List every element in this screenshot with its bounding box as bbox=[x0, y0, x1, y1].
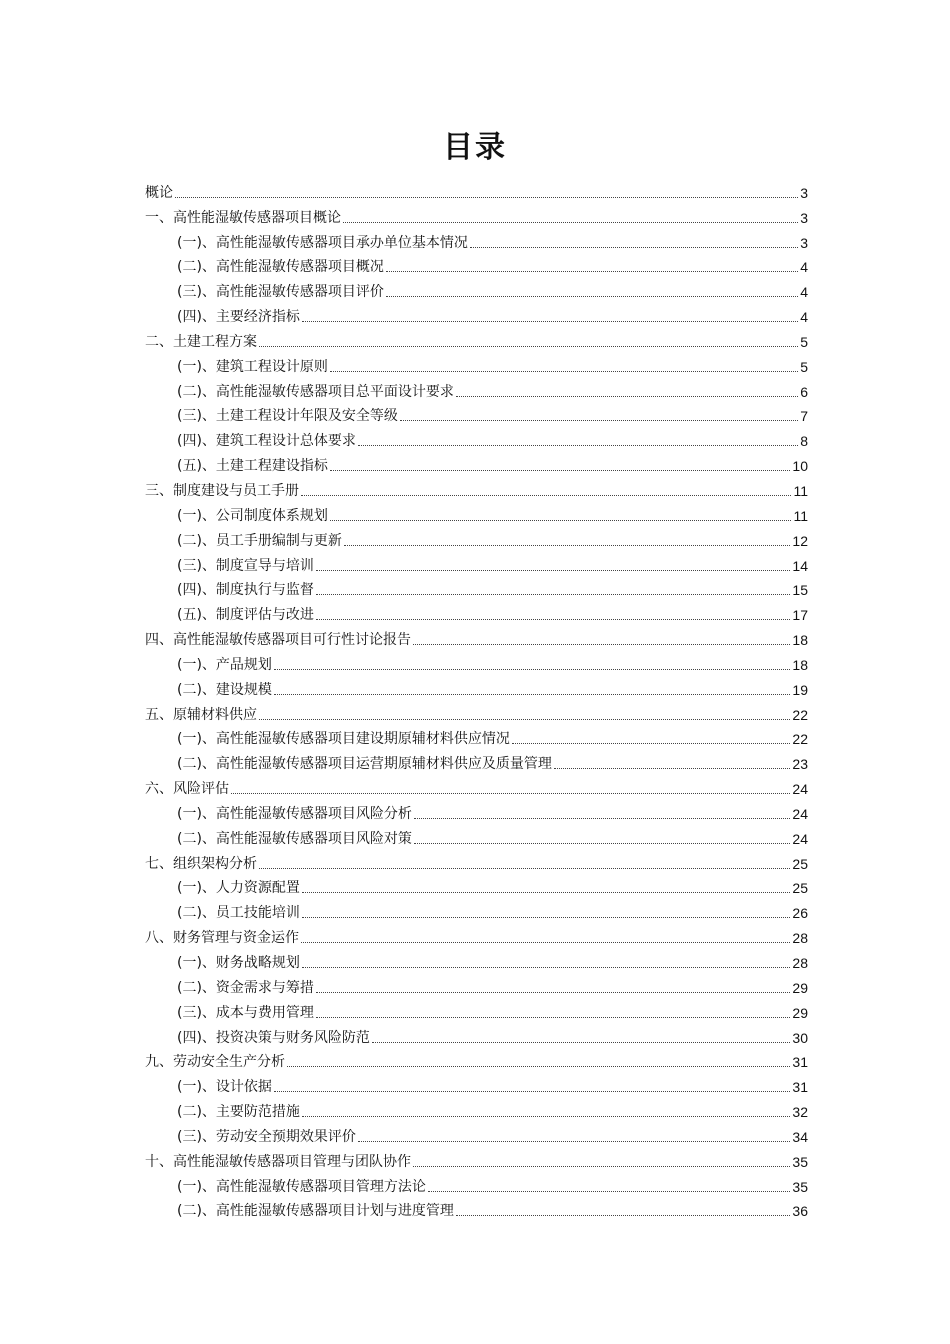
toc-section-entry[interactable] bbox=[145, 599, 808, 624]
toc-entry-title: (三)、高性能湿敏传感器项目评价 bbox=[177, 284, 384, 301]
toc-page-number: 3 bbox=[800, 184, 808, 201]
toc-dot-leader bbox=[274, 694, 790, 695]
toc-dot-leader bbox=[316, 992, 790, 993]
toc-page-number: 29 bbox=[792, 1004, 808, 1021]
toc-section-entry[interactable] bbox=[145, 997, 808, 1022]
toc-page-number: 31 bbox=[792, 1054, 808, 1071]
toc-section-entry[interactable] bbox=[145, 724, 808, 749]
toc-entry-title: (二)、高性能湿敏传感器项目概况 bbox=[177, 259, 384, 276]
toc-page-number: 18 bbox=[792, 656, 808, 673]
toc-entry-title: 一、高性能湿敏传感器项目概论 bbox=[145, 209, 341, 226]
toc-page-number: 11 bbox=[793, 507, 808, 524]
toc-dot-leader bbox=[259, 719, 790, 720]
toc-title: 目录 bbox=[443, 130, 507, 165]
toc-page-number: 28 bbox=[792, 955, 808, 971]
toc-dot-leader bbox=[413, 1166, 790, 1167]
toc-chapter-entry[interactable] bbox=[145, 848, 808, 873]
toc-page-number: 11 bbox=[793, 482, 808, 499]
toc-page-number: 25 bbox=[792, 855, 808, 872]
toc-entry-title: 七、组织架构分析 bbox=[145, 855, 257, 872]
toc-entry-title: (一)、人力资源配置 bbox=[177, 880, 300, 897]
toc-page-number: 35 bbox=[792, 1153, 808, 1170]
toc-entry-title: (一)、产品规划 bbox=[177, 656, 272, 673]
toc-dot-leader bbox=[274, 1091, 790, 1092]
toc-page-number: 4 bbox=[800, 309, 808, 326]
toc-section-entry[interactable] bbox=[145, 1096, 808, 1121]
toc-page-number: 19 bbox=[792, 681, 808, 698]
toc-chapter-entry[interactable] bbox=[145, 922, 808, 947]
toc-section-entry[interactable] bbox=[145, 1171, 808, 1196]
toc-entry-title: (四)、主要经济指标 bbox=[177, 309, 300, 326]
toc-entry-title: (五)、制度评估与改进 bbox=[177, 607, 314, 624]
toc-page-number: 24 bbox=[792, 830, 808, 847]
toc-section-entry[interactable] bbox=[145, 798, 808, 823]
toc-page-number: 23 bbox=[792, 756, 808, 773]
toc-dot-leader bbox=[301, 942, 790, 943]
toc-page-number: 4 bbox=[800, 259, 808, 276]
toc-dot-leader bbox=[301, 495, 791, 496]
toc-entry-title: (四)、建筑工程设计总体要求 bbox=[177, 433, 356, 450]
toc-chapter-entry[interactable] bbox=[145, 624, 808, 649]
toc-section-entry[interactable] bbox=[145, 873, 808, 898]
toc-dot-leader bbox=[456, 396, 798, 397]
toc-entry-title: (一)、高性能湿敏传感器项目承办单位基本情况 bbox=[177, 234, 468, 251]
toc-dot-leader bbox=[400, 420, 798, 421]
toc-entry-title: 五、原辅材料供应 bbox=[145, 706, 257, 723]
toc-section-entry[interactable] bbox=[145, 748, 808, 773]
toc-dot-leader bbox=[386, 296, 798, 297]
toc-section-entry[interactable] bbox=[145, 227, 808, 252]
toc-dot-leader bbox=[287, 1066, 790, 1067]
toc-section-entry[interactable] bbox=[145, 1071, 808, 1096]
toc-dot-leader bbox=[344, 545, 790, 546]
toc-dot-leader bbox=[302, 321, 798, 322]
toc-section-entry[interactable] bbox=[145, 252, 808, 277]
toc-entry-title: (二)、建设规模 bbox=[177, 681, 272, 698]
toc-dot-leader bbox=[358, 1141, 790, 1142]
toc-page-number: 34 bbox=[792, 1128, 808, 1145]
toc-page-number: 5 bbox=[800, 333, 808, 350]
toc-dot-leader bbox=[343, 222, 798, 223]
toc-entry-title: (二)、员工手册编制与更新 bbox=[177, 532, 342, 549]
toc-entry-title: (二)、员工技能培训 bbox=[177, 905, 300, 922]
toc-page-number: 10 bbox=[792, 458, 808, 475]
toc-entry-title: (一)、公司制度体系规划 bbox=[177, 507, 328, 524]
toc-dot-leader bbox=[316, 619, 790, 620]
toc-dot-leader bbox=[302, 967, 790, 968]
table-of-contents bbox=[145, 177, 808, 1220]
toc-section-entry[interactable] bbox=[145, 674, 808, 699]
toc-entry-title: (二)、高性能湿敏传感器项目运营期原辅材料供应及质量管理 bbox=[177, 756, 552, 773]
toc-section-entry[interactable] bbox=[145, 649, 808, 674]
toc-entry-title: (一)、高性能湿敏传感器项目风险分析 bbox=[177, 805, 412, 822]
toc-dot-leader bbox=[330, 470, 790, 471]
toc-section-entry[interactable] bbox=[145, 376, 808, 401]
toc-dot-leader bbox=[231, 793, 790, 794]
toc-dot-leader bbox=[175, 197, 798, 198]
toc-page-number: 36 bbox=[792, 1203, 808, 1220]
toc-entry-title: (一)、高性能湿敏传感器项目管理方法论 bbox=[177, 1178, 426, 1195]
toc-section-entry[interactable] bbox=[145, 947, 808, 972]
toc-section-entry[interactable] bbox=[145, 823, 808, 848]
toc-entry-title: (二)、主要防范措施 bbox=[177, 1104, 300, 1121]
toc-entry-title: 三、制度建设与员工手册 bbox=[145, 482, 299, 499]
toc-page-number: 18 bbox=[792, 632, 808, 649]
toc-section-entry[interactable] bbox=[145, 1196, 808, 1221]
toc-section-entry[interactable] bbox=[145, 972, 808, 997]
toc-entry-title: (一)、财务战略规划 bbox=[177, 955, 300, 971]
toc-dot-leader bbox=[302, 917, 790, 918]
toc-dot-leader bbox=[330, 520, 792, 521]
toc-entry-title: 十、高性能湿敏传感器项目管理与团队协作 bbox=[145, 1153, 411, 1170]
toc-entry-title: (三)、制度宣导与培训 bbox=[177, 557, 314, 574]
toc-section-entry[interactable] bbox=[145, 301, 808, 326]
toc-entry-title: (二)、高性能湿敏传感器项目计划与进度管理 bbox=[177, 1203, 454, 1220]
toc-entry-title: (一)、设计依据 bbox=[177, 1079, 272, 1096]
toc-section-entry[interactable] bbox=[145, 425, 808, 450]
toc-dot-leader bbox=[316, 594, 790, 595]
toc-entry-title: (三)、成本与费用管理 bbox=[177, 1004, 314, 1021]
toc-page-number: 3 bbox=[800, 234, 808, 251]
toc-page-number: 24 bbox=[792, 781, 808, 798]
toc-entry-title: 九、劳动安全生产分析 bbox=[145, 1054, 285, 1071]
toc-dot-leader bbox=[554, 768, 790, 769]
toc-section-entry[interactable] bbox=[145, 525, 808, 550]
toc-dot-leader bbox=[316, 1017, 790, 1018]
toc-section-entry[interactable] bbox=[145, 401, 808, 426]
toc-page-number: 29 bbox=[792, 979, 808, 996]
toc-dot-leader bbox=[274, 669, 790, 670]
toc-section-entry[interactable] bbox=[145, 450, 808, 475]
toc-entry-title: (二)、资金需求与筹措 bbox=[177, 979, 314, 996]
toc-chapter-entry[interactable] bbox=[145, 773, 808, 798]
toc-entry-title: (四)、制度执行与监督 bbox=[177, 582, 314, 599]
toc-entry-title: (三)、劳动安全预期效果评价 bbox=[177, 1128, 356, 1145]
toc-dot-leader bbox=[413, 644, 790, 645]
toc-dot-leader bbox=[259, 346, 798, 347]
toc-page-number: 8 bbox=[800, 433, 808, 450]
toc-entry-title: 六、风险评估 bbox=[145, 781, 229, 798]
toc-chapter-entry[interactable] bbox=[145, 177, 808, 202]
toc-chapter-entry[interactable] bbox=[145, 202, 808, 227]
toc-chapter-entry[interactable] bbox=[145, 1146, 808, 1171]
toc-page-number: 30 bbox=[792, 1029, 808, 1046]
toc-section-entry[interactable] bbox=[145, 276, 808, 301]
toc-entry-title: 八、财务管理与资金运作 bbox=[145, 930, 299, 947]
toc-section-entry[interactable] bbox=[145, 550, 808, 575]
toc-section-entry[interactable] bbox=[145, 351, 808, 376]
toc-page-number: 25 bbox=[792, 880, 808, 897]
toc-dot-leader bbox=[456, 1215, 790, 1216]
toc-page-number: 26 bbox=[792, 905, 808, 922]
toc-entry-title: (三)、土建工程设计年限及安全等级 bbox=[177, 408, 398, 425]
toc-chapter-entry[interactable] bbox=[145, 326, 808, 351]
toc-dot-leader bbox=[372, 1042, 790, 1043]
toc-dot-leader bbox=[414, 843, 790, 844]
toc-chapter-entry[interactable] bbox=[145, 699, 808, 724]
toc-page-number: 12 bbox=[792, 532, 808, 549]
toc-page-number: 5 bbox=[800, 358, 808, 375]
toc-section-entry[interactable] bbox=[145, 1121, 808, 1146]
toc-section-entry[interactable] bbox=[145, 575, 808, 600]
toc-dot-leader bbox=[358, 445, 798, 446]
toc-dot-leader bbox=[470, 247, 798, 248]
toc-page-number: 4 bbox=[800, 284, 808, 301]
toc-dot-leader bbox=[512, 743, 790, 744]
toc-dot-leader bbox=[302, 1116, 790, 1117]
toc-page-number: 6 bbox=[800, 383, 808, 400]
toc-entry-title: (五)、土建工程建设指标 bbox=[177, 458, 328, 475]
toc-entry-title: (一)、高性能湿敏传感器项目建设期原辅材料供应情况 bbox=[177, 731, 510, 748]
toc-section-entry[interactable] bbox=[145, 897, 808, 922]
toc-page-number: 17 bbox=[792, 607, 808, 624]
toc-page-number: 35 bbox=[792, 1178, 808, 1195]
toc-page-number: 7 bbox=[800, 408, 808, 425]
toc-dot-leader bbox=[316, 570, 790, 571]
toc-dot-leader bbox=[330, 371, 798, 372]
toc-dot-leader bbox=[302, 892, 790, 893]
toc-page-number: 31 bbox=[792, 1079, 808, 1096]
toc-entry-title: 二、土建工程方案 bbox=[145, 333, 257, 350]
toc-entry-title: (一)、建筑工程设计原则 bbox=[177, 358, 328, 375]
toc-dot-leader bbox=[414, 818, 790, 819]
toc-entry-title: 四、高性能湿敏传感器项目可行性讨论报告 bbox=[145, 632, 411, 649]
toc-page-number: 14 bbox=[792, 557, 808, 574]
toc-chapter-entry[interactable] bbox=[145, 1047, 808, 1072]
toc-entry-title: (二)、高性能湿敏传感器项目风险对策 bbox=[177, 830, 412, 847]
toc-entry-title: (二)、高性能湿敏传感器项目总平面设计要求 bbox=[177, 383, 454, 400]
toc-page-number: 22 bbox=[792, 706, 808, 723]
toc-section-entry[interactable] bbox=[145, 500, 808, 525]
toc-dot-leader bbox=[386, 271, 798, 272]
toc-page-number: 3 bbox=[800, 209, 808, 226]
toc-page-number: 32 bbox=[792, 1104, 808, 1121]
toc-page-number: 28 bbox=[792, 930, 808, 947]
toc-dot-leader bbox=[428, 1191, 790, 1192]
toc-page-number: 15 bbox=[792, 582, 808, 599]
toc-page-number: 24 bbox=[792, 805, 808, 822]
toc-chapter-entry[interactable] bbox=[145, 475, 808, 500]
toc-entry-title: 概论 bbox=[145, 184, 173, 201]
toc-page-number: 22 bbox=[792, 731, 808, 748]
toc-entry-title: (四)、投资决策与财务风险防范 bbox=[177, 1029, 370, 1046]
toc-section-entry[interactable] bbox=[145, 1022, 808, 1047]
toc-dot-leader bbox=[259, 868, 790, 869]
